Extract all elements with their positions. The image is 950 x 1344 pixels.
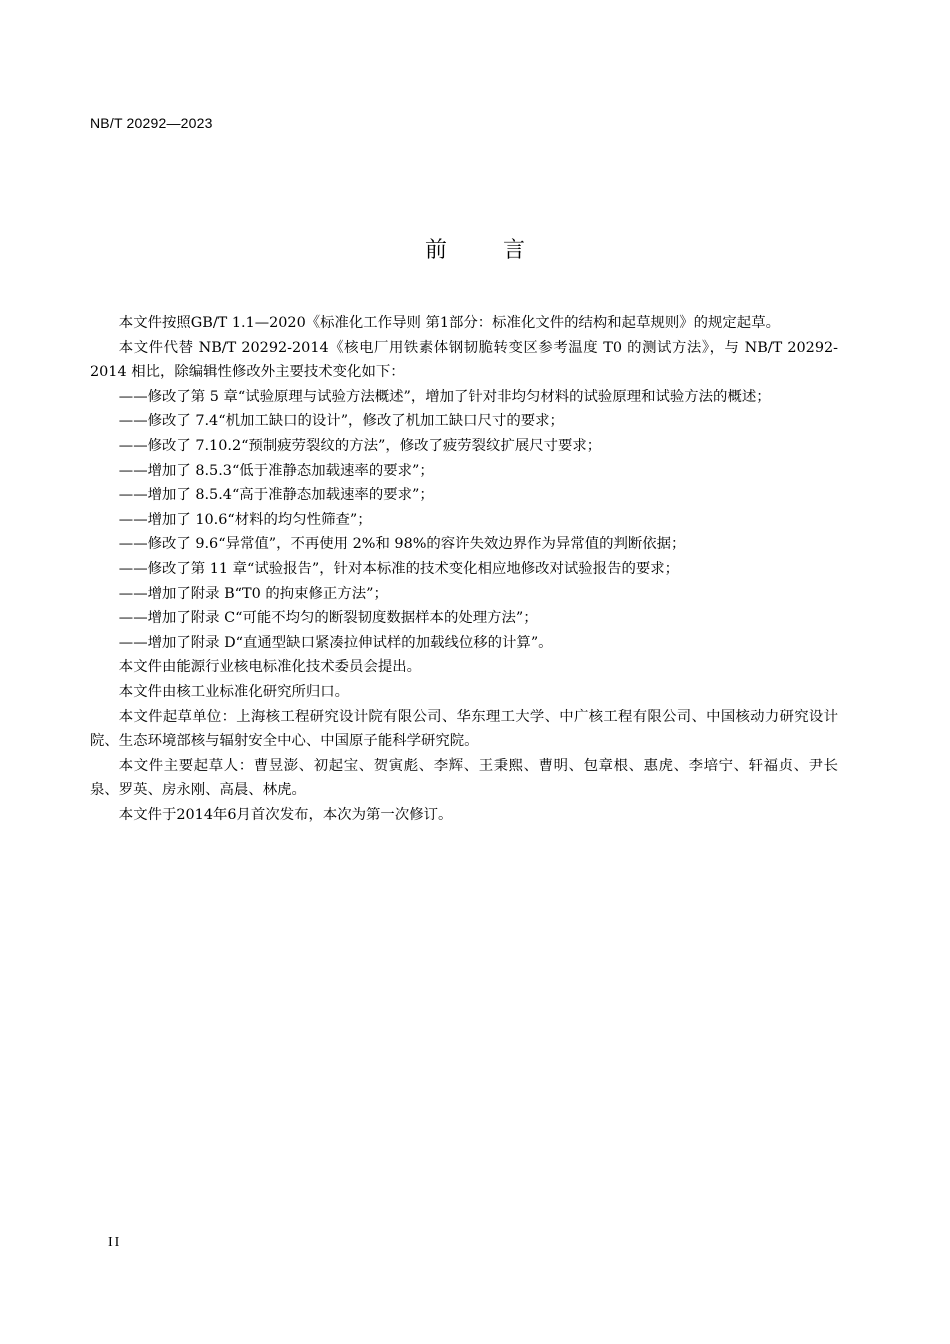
change-item: ——增加了附录 B“T0 的拘束修正方法”； [118, 585, 388, 602]
paragraph-replacement: 本文件代替 NB/T 20292-2014《核电厂用铁素体钢韧脆转变区参考温度 T0 的测试方法》，与 NB/T 20292-2014 相比，除编辑性修改外主要技术变化如下： [90, 339, 838, 381]
paragraph-administrator: 本文件由核工业标准化研究所归口。 [118, 683, 350, 700]
change-item: ——修改了第 11 章“试验报告”，针对本标准的技术变化相应地修改对试验报告的要求； [118, 560, 680, 577]
paragraph-drafting-rules: 本文件按照GB/T 1.1—2020《标准化工作导则 第1部分：标准化文件的结构和起草规则》的规定起草。 [118, 315, 780, 331]
page-number: II [108, 1235, 122, 1250]
change-item: ——增加了 8.5.3“低于准静态加载速率的要求”； [118, 462, 434, 479]
change-item: ——增加了 8.5.4“高于准静态加载速率的要求”； [118, 487, 434, 504]
change-item: ——修改了 7.10.2“预制疲劳裂纹的方法”，修改了疲劳裂纹扩展尺寸要求； [118, 437, 602, 454]
paragraph-drafting-units: 本文件起草单位：上海核工程研究设计院有限公司、华东理工大学、中广核工程有限公司、中国核动力研究设计院、生态环境部核与辐射安全中心、中国原子能科学研究院。 [90, 708, 838, 750]
change-item: ——修改了 9.6“异常值”，不再使用 2%和 98%的容许失效边界作为异常值的判断依据； [118, 536, 686, 553]
paragraph-history: 本文件于2014年6月首次发布，本次为第一次修订。 [118, 806, 453, 823]
document-body [90, 311, 838, 827]
change-item: ——修改了 7.4“机加工缺口的设计”，修改了机加工缺口尺寸的要求； [118, 413, 564, 430]
change-item: ——增加了 10.6“材料的均匀性筛查”； [118, 511, 372, 528]
change-item: ——增加了附录 C“可能不均匀的断裂韧度数据样本的处理方法”； [118, 610, 538, 627]
change-item: ——增加了附录 D“直通型缺口紧凑拉伸试样的加载线位移的计算”。 [118, 634, 553, 651]
paragraph-drafters: 本文件主要起草人：曹昱澎、初起宝、贺寅彪、李辉、王秉熙、曹明、包章根、惠虎、李培宁、轩福贞、尹长泉、罗英、房永刚、高晨、林虎。 [90, 757, 838, 799]
change-item: ——修改了第 5 章“试验原理与试验方法概述”，增加了针对非均匀材料的试验原理和试验方法的概述； [118, 388, 771, 405]
page-title: 前言 [424, 238, 581, 263]
paragraph-proposer: 本文件由能源行业核电标准化技术委员会提出。 [118, 659, 422, 676]
standard-code: NB/T 20292—2023 [90, 115, 213, 131]
